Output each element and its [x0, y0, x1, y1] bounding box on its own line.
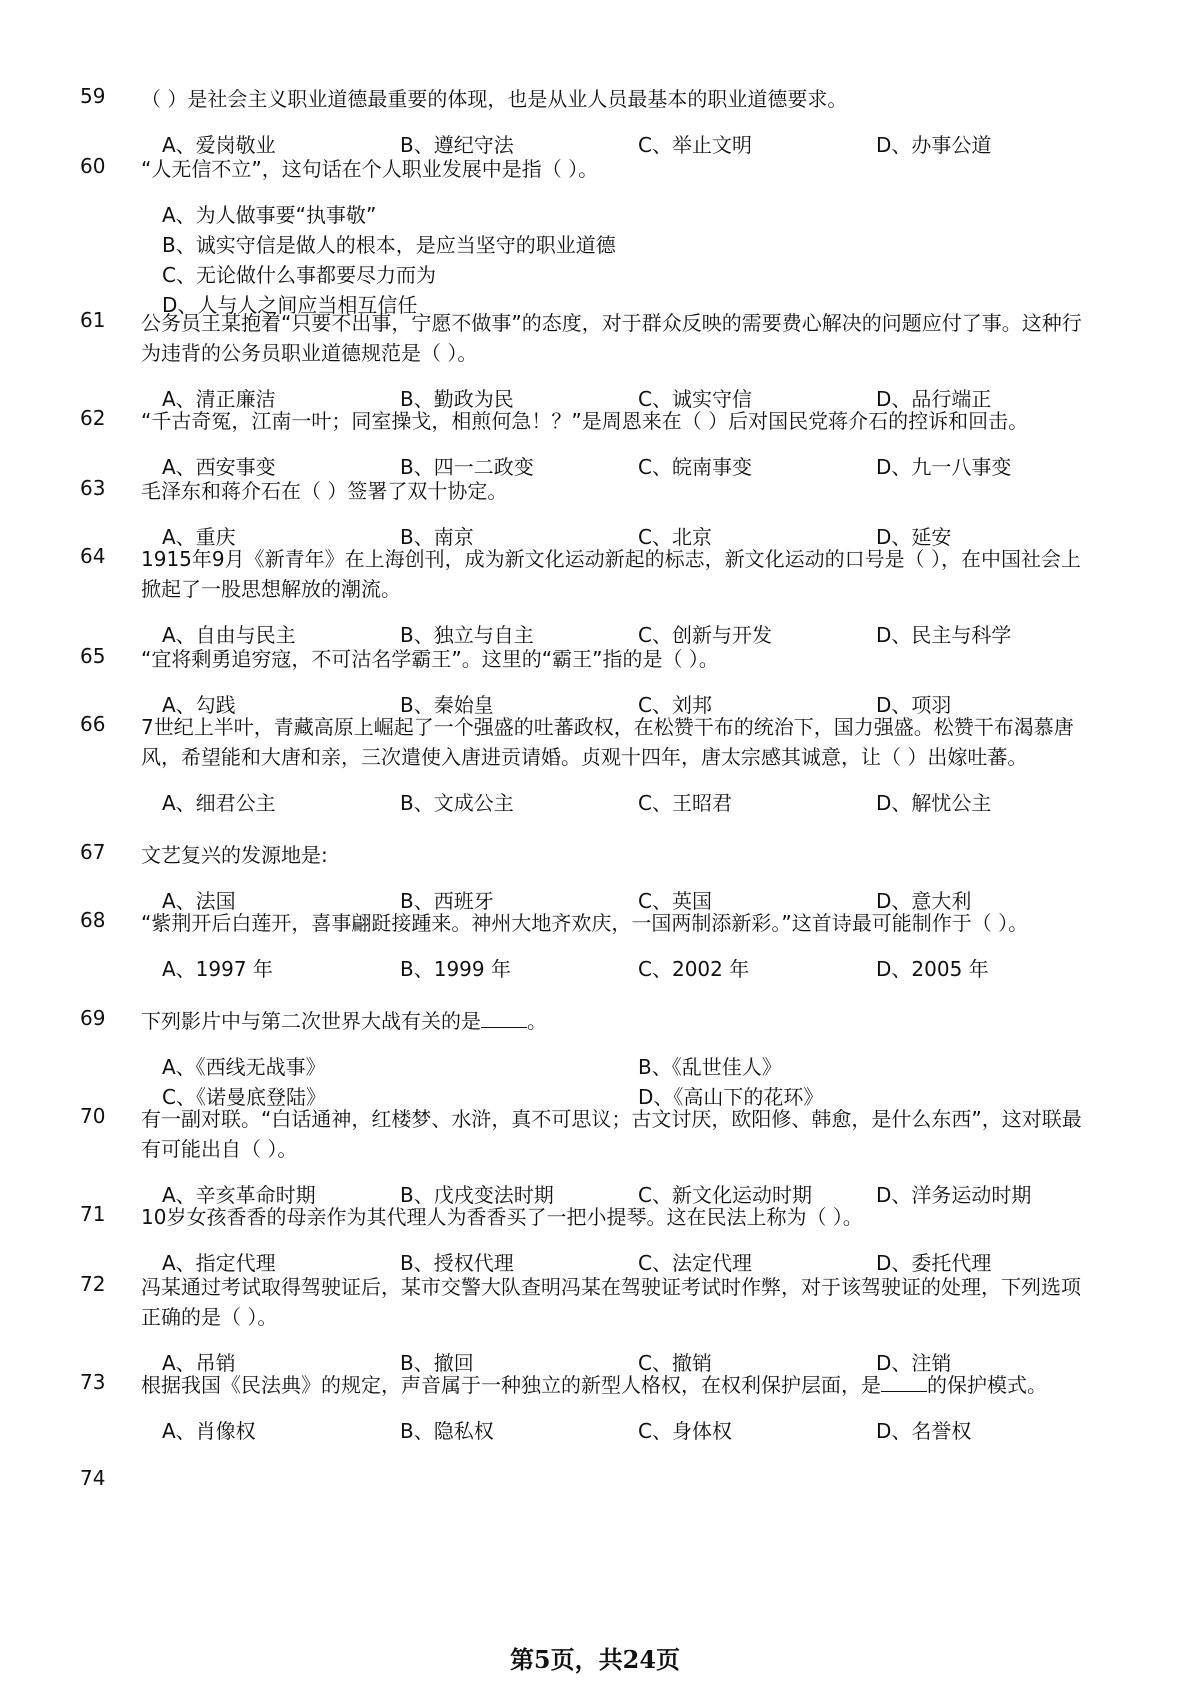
- question-text: 有一副对联。“白话通神，红楼梦、水浒，真不可思议；古文讨厌，欧阳修、韩愈，是什么东西”，这对联最有可能出自（ ）。: [141, 1107, 1082, 1161]
- option-a: A、为人做事要“执事敬”: [162, 203, 377, 227]
- question-67: [80, 840, 1100, 916]
- option-c: C、无论做什么事都要尽力而为: [162, 263, 436, 287]
- option-d: D、2005 年: [876, 957, 989, 981]
- option-c: C、新文化运动时期: [638, 1183, 812, 1207]
- question-60: [80, 154, 1100, 320]
- option-c: C、身体权: [638, 1419, 732, 1443]
- option-c: C、英国: [638, 889, 712, 913]
- option-a: A、清正廉洁: [162, 387, 276, 411]
- option-d: D、名誉权: [876, 1419, 972, 1443]
- option-b: B、隐私权: [400, 1419, 494, 1443]
- option-d: D、委托代理: [876, 1251, 992, 1275]
- option-c: C、诚实守信: [638, 387, 752, 411]
- option-d: D、九一八事变: [876, 455, 1012, 479]
- option-c: C、北京: [638, 525, 712, 549]
- option-b: B、撤回: [400, 1351, 474, 1375]
- option-c: C、创新与开发: [638, 623, 772, 647]
- option-a: A、细君公主: [162, 791, 276, 815]
- question-66: [80, 712, 1100, 818]
- option-b: B、诚实守信是做人的根本，是应当坚守的职业道德: [162, 233, 616, 257]
- question-text: 7世纪上半叶，青藏高原上崛起了一个强盛的吐蕃政权，在松赞干布的统治下，国力强盛。松赞干布渴慕唐风，希望能和大唐和亲，三次遣使入唐进贡请婚。贞观十四年，唐太宗感其诚意，让（ ）出嫁吐蕃。: [141, 715, 1074, 769]
- option-b: B、遵纪守法: [400, 133, 514, 157]
- option-b: B、四一二政变: [400, 455, 534, 479]
- answer-blank: [481, 1009, 527, 1028]
- question-text: 冯某通过考试取得驾驶证后，某市交警大队查明冯某在驾驶证考试时作弊，对于该驾驶证的处理，下列选项正确的是（ ）。: [141, 1275, 1081, 1329]
- question-72: [80, 1272, 1100, 1378]
- question-text: 10岁女孩香香的母亲作为其代理人为香香买了一把小提琴。这在民法上称为（ ）。: [141, 1205, 863, 1229]
- option-b: B、勤政为民: [400, 387, 514, 411]
- option-c: C、王昭君: [638, 791, 732, 815]
- question-70: [80, 1104, 1100, 1210]
- option-c: C、撤销: [638, 1351, 712, 1375]
- question-text: （ ）是社会主义职业道德最重要的体现，也是从业人员最基本的职业道德要求。: [141, 87, 848, 111]
- question-number: 68: [80, 908, 106, 932]
- question-text: “紫荆开后白莲开，喜事翩跹接踵来。神州大地齐欢庆，一国两制添新彩。”这首诗最可能制作于（ ）。: [141, 911, 1029, 935]
- option-a: A、辛亥革命时期: [162, 1183, 316, 1207]
- question-69: [80, 1006, 1100, 1112]
- option-a: A、法国: [162, 889, 236, 913]
- option-b: B、文成公主: [400, 791, 514, 815]
- question-text: “宜将剩勇追穷寇，不可沽名学霸王”。这里的“霸王”指的是（ ）。: [141, 647, 719, 671]
- question-63: [80, 476, 1100, 552]
- option-c: C、皖南事变: [638, 455, 752, 479]
- option-b: B、西班牙: [400, 889, 494, 913]
- question-64: [80, 544, 1100, 650]
- option-d: D、解忧公主: [876, 791, 992, 815]
- option-c: C、法定代理: [638, 1251, 752, 1275]
- option-a: A、1997 年: [162, 957, 273, 981]
- question-62: [80, 406, 1100, 482]
- question-number: 65: [80, 644, 106, 668]
- option-d: D、意大利: [876, 889, 972, 913]
- question-number: 66: [80, 712, 106, 736]
- question-text: 公务员王某抱着“只要不出事，宁愿不做事”的态度，对于群众反映的需要费心解决的问题应付了事。这种行为违背的公务员职业道德规范是（ ）。: [141, 311, 1082, 365]
- option-a: A、肖像权: [162, 1419, 256, 1443]
- option-b: B、秦始皇: [400, 693, 494, 717]
- option-a: A、自由与民主: [162, 623, 296, 647]
- option-a: A、吊销: [162, 1351, 236, 1375]
- option-a: A、西安事变: [162, 455, 276, 479]
- question-number: 63: [80, 476, 106, 500]
- option-d: D、注销: [876, 1351, 952, 1375]
- option-c: C、2002 年: [638, 957, 750, 981]
- option-b: B、南京: [400, 525, 474, 549]
- question-number: 62: [80, 406, 106, 430]
- question-number: 70: [80, 1104, 106, 1128]
- option-c: C、举止文明: [638, 133, 752, 157]
- option-d: D、《高山下的花环》: [638, 1085, 824, 1109]
- question-text: 文艺复兴的发源地是:: [141, 843, 328, 867]
- option-d: D、办事公道: [876, 133, 992, 157]
- question-number: 71: [80, 1202, 106, 1226]
- option-a: A、重庆: [162, 525, 236, 549]
- option-d: D、延安: [876, 525, 952, 549]
- question-number: 64: [80, 544, 106, 568]
- option-b: B、戊戌变法时期: [400, 1183, 554, 1207]
- question-number: 61: [80, 308, 106, 332]
- option-list: [162, 788, 1100, 818]
- option-c: C、《诺曼底登陆》: [162, 1085, 326, 1109]
- option-d: D、品行端正: [876, 387, 992, 411]
- question-59: [80, 84, 1100, 160]
- option-c: C、刘邦: [638, 693, 712, 717]
- question-number: 73: [80, 1370, 106, 1394]
- question-text: 下列影片中与第二次世界大战有关的是 。: [141, 1009, 547, 1033]
- option-a: A、勾践: [162, 693, 236, 717]
- question-71: [80, 1202, 1100, 1278]
- option-b: B、《乱世佳人》: [638, 1055, 782, 1079]
- option-d: D、项羽: [876, 693, 952, 717]
- question-number: 69: [80, 1006, 106, 1030]
- question-number: 72: [80, 1272, 106, 1296]
- option-d: D、洋务运动时期: [876, 1183, 1032, 1207]
- question-68: [80, 908, 1100, 984]
- question-text: “人无信不立”，这句话在个人职业发展中是指（ ）。: [141, 157, 599, 181]
- option-d: D、民主与科学: [876, 623, 1012, 647]
- question-text: 毛泽东和蒋介石在（ ）签署了双十协定。: [141, 479, 508, 503]
- option-list: [162, 954, 1100, 984]
- question-number: 67: [80, 840, 106, 864]
- option-a: A、指定代理: [162, 1251, 276, 1275]
- option-list: [162, 200, 1100, 320]
- page-footer: 第5页，共24页: [509, 1645, 681, 1674]
- option-a: A、《西线无战事》: [162, 1055, 326, 1079]
- answer-blank: [881, 1373, 927, 1392]
- option-list: [162, 1052, 1100, 1112]
- option-list: [162, 1416, 1100, 1446]
- question-number: 59: [80, 84, 106, 108]
- option-b: B、1999 年: [400, 957, 511, 981]
- question-text: 根据我国《民法典》的规定，声音属于一种独立的新型人格权，在权利保护层面，是 的保护模式。: [141, 1373, 1047, 1397]
- question-73: [80, 1370, 1100, 1446]
- option-d: D、人与人之间应当相互信任: [162, 293, 418, 317]
- question-number: 60: [80, 154, 106, 178]
- question-text: “千古奇冤，江南一叶；同室操戈，相煎何急！？”是周恩来在（ ）后对国民党蒋介石的控诉和回击。: [141, 409, 1029, 433]
- question-number: 74: [80, 1466, 106, 1490]
- question-text: 1915年9月《新青年》在上海创刊，成为新文化运动新起的标志，新文化运动的口号是（ ），在中国社会上掀起了一股思想解放的潮流。: [141, 547, 1081, 601]
- option-b: B、独立与自主: [400, 623, 534, 647]
- question-61: [80, 308, 1100, 414]
- question-65: [80, 644, 1100, 720]
- option-a: A、爱岗敬业: [162, 133, 276, 157]
- option-b: B、授权代理: [400, 1251, 514, 1275]
